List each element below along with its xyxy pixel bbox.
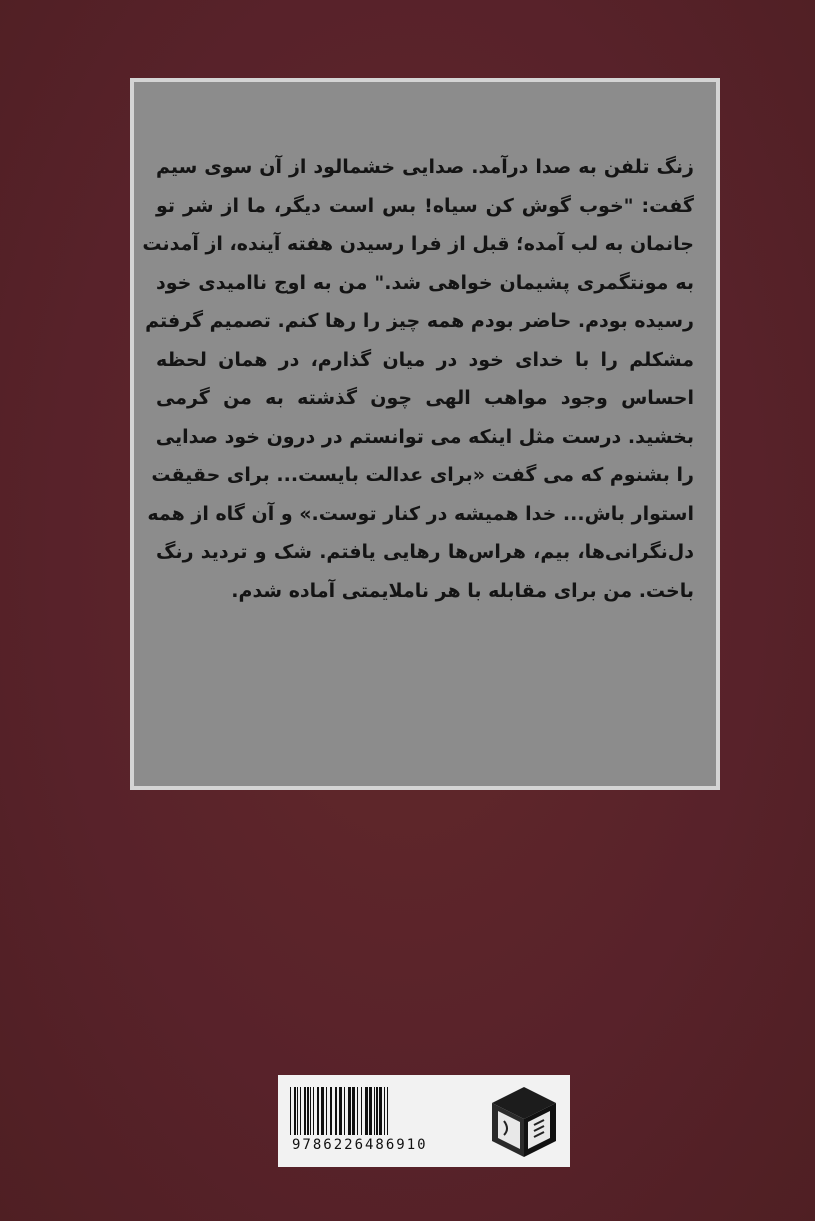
blurb-line: احساس وجود مواهب الهی چون گذشته به من گرمی (156, 387, 694, 409)
isbn-number: 9786226486910 (292, 1137, 428, 1153)
blurb-line: به مونتگمری پشیمان خواهی شد." من به اوج ناامیدی خود (156, 271, 694, 294)
blurb-line: مشکلم را با خدای خود در میان گذارم، در همان لحظه (156, 348, 694, 371)
barcode-bar (348, 1087, 351, 1135)
barcode-bar (344, 1087, 345, 1135)
barcode-bar (326, 1087, 327, 1135)
barcode-bar (300, 1087, 301, 1135)
barcode-bar (307, 1087, 309, 1135)
blurb-line: بخشید. درست مثل اینکه می توانستم در درون خود صدایی (155, 425, 694, 448)
barcode-bar (361, 1087, 362, 1135)
barcode-bar (294, 1087, 296, 1135)
isbn-barcode (288, 1087, 472, 1137)
barcode-label (278, 1075, 570, 1167)
blurb-line: رسیده بودم. حاضر بودم همه چیز را رها کنم. تصمیم گرفتم (145, 310, 694, 332)
barcode-bar (369, 1087, 372, 1135)
barcode-bar (387, 1087, 388, 1135)
barcode-bar (330, 1087, 332, 1135)
blurb-line: باخت. من برای مقابله با هر ناملایمتی آماده شدم. (231, 579, 694, 602)
blurb-line: استوار باش... خدا همیشه در کنار توست.» و آن گاه از همه (147, 502, 694, 525)
barcode-bar (352, 1087, 355, 1135)
barcode-bar (310, 1087, 311, 1135)
barcode-bar (365, 1087, 368, 1135)
book-cube-logo-icon (486, 1083, 562, 1161)
barcode-bar (384, 1087, 385, 1135)
blurb-panel (130, 78, 720, 790)
barcode-bar (297, 1087, 298, 1135)
barcode-bar (376, 1087, 378, 1135)
blurb-line: را بشنوم که می گفت «برای عدالت بایست... برای حقیقت (151, 464, 694, 486)
barcode-bar (379, 1087, 382, 1135)
barcode-bar (335, 1087, 337, 1135)
blurb-text (142, 148, 694, 610)
blurb-line: دل‌نگرانی‌ها، بیم، هراس‌ها رهایی یافتم. شک و تردید رنگ (156, 541, 694, 563)
blurb-line: زنگ تلفن به صدا درآمد. صدایی خشمالود از آن سوی سیم (156, 156, 694, 178)
blurb-line: گفت: "خوب گوش کن سیاه! بس است دیگر، ما از شر تو (156, 194, 694, 217)
barcode-bar (374, 1087, 375, 1135)
barcode-bar (357, 1087, 358, 1135)
barcode-bar (313, 1087, 314, 1135)
barcode-bar (317, 1087, 319, 1135)
barcode-bar (290, 1087, 291, 1135)
barcode-bar (321, 1087, 324, 1135)
barcode-bar (339, 1087, 342, 1135)
barcode-bar (304, 1087, 306, 1135)
blurb-line: جانمان به لب آمده؛ قبل از فرا رسیدن هفته آینده، از آمدنت (142, 233, 694, 255)
